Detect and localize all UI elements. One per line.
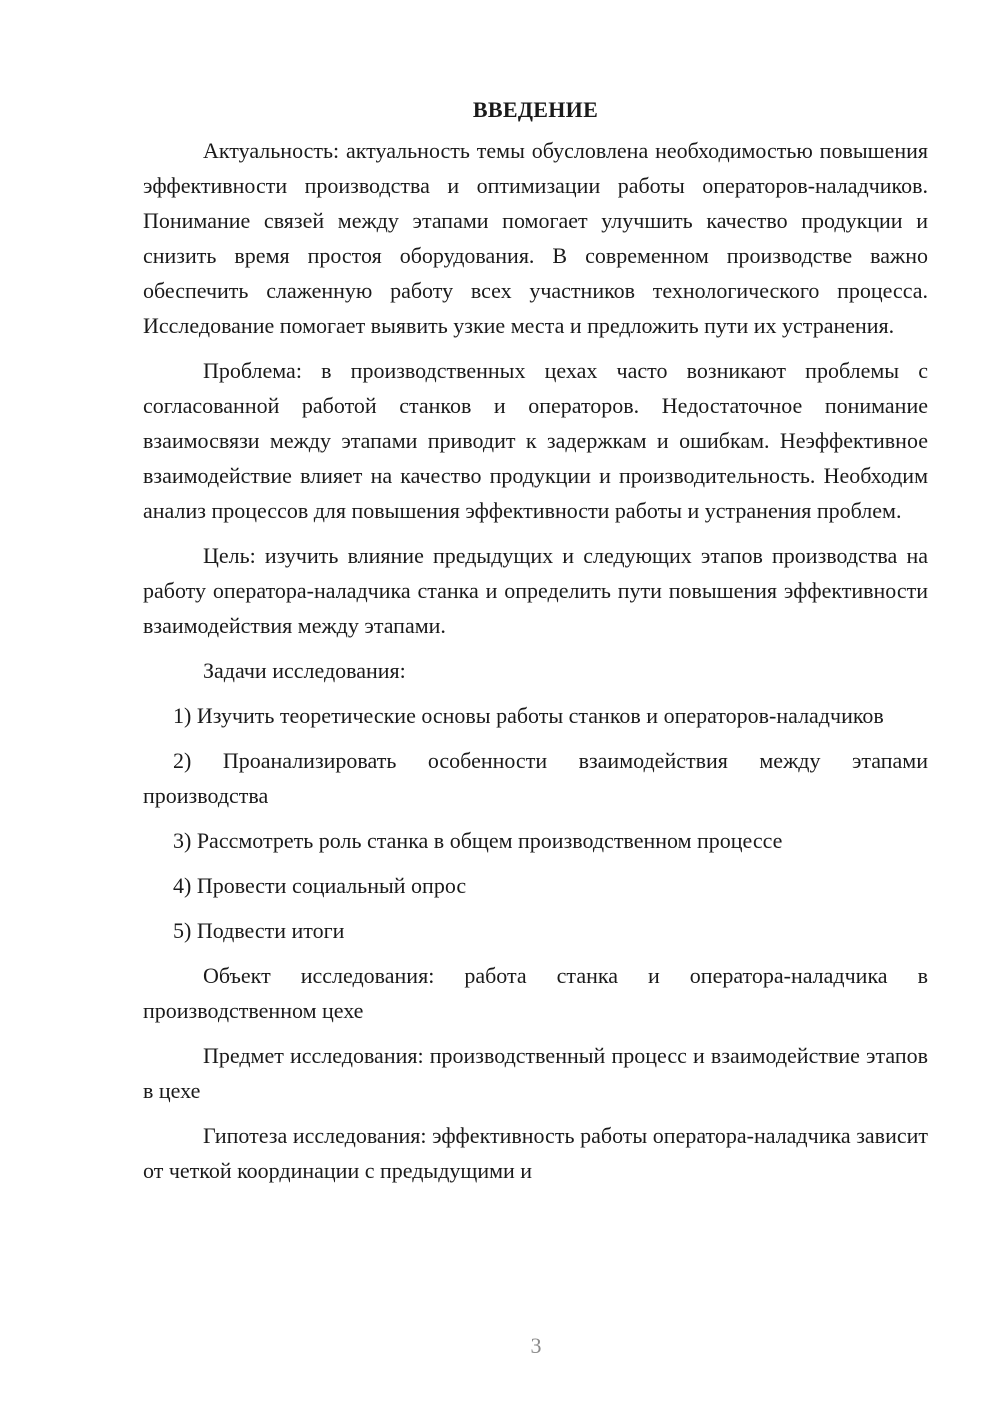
page-number: 3 [530, 1333, 542, 1358]
tasks-heading: Задачи исследования: [203, 658, 406, 683]
page-content [143, 92, 928, 1198]
relevance-paragraph: Актуальность: актуальность темы обусловлена необходимостью повышения эффективности производства и оптимизации работы операторов-наладчиков. Понимание связей между этапами помогает улучшить качество продукции и снизить время простоя оборудования. В современном производстве важно обеспечить слаженную работу всех участников технологического процесса. Исследование помогает выявить узкие места и предложить пути их устранения. [143, 138, 928, 338]
list-item: 1) Изучить теоретические основы работы станков и операторов-наладчиков [173, 703, 884, 728]
list-item: 2) Проанализировать особенности взаимодействия между этапами производства [143, 748, 928, 808]
hypothesis-paragraph: Гипотеза исследования: эффективность работы оператора-наладчика зависит от четкой координации с предыдущими и [143, 1123, 928, 1183]
list-item: 5) Подвести итоги [173, 918, 345, 943]
tasks-list [143, 698, 928, 948]
object-paragraph: Объект исследования: работа станка и оператора-наладчика в производственном цехе [143, 963, 928, 1023]
list-item: 3) Рассмотреть роль станка в общем производственном процессе [173, 828, 783, 853]
list-item: 4) Провести социальный опрос [173, 873, 467, 898]
problem-paragraph: Проблема: в производственных цехах часто возникают проблемы с согласованной работой станков и операторов. Недостаточное понимание взаимосвязи между этапами приводит к задержкам и ошибкам. Неэффективное взаимодействие влияет на качество продукции и производительность. Необходим анализ процессов для повышения эффективности работы и устранения проблем. [143, 358, 928, 523]
subject-paragraph: Предмет исследования: производственный процесс и взаимодействие этапов в цехе [143, 1043, 928, 1103]
goal-paragraph: Цель: изучить влияние предыдущих и следующих этапов производства на работу оператора-наладчика станка и определить пути повышения эффективности взаимодействия между этапами. [143, 543, 928, 638]
section-title: ВВЕДЕНИЕ [472, 97, 599, 122]
